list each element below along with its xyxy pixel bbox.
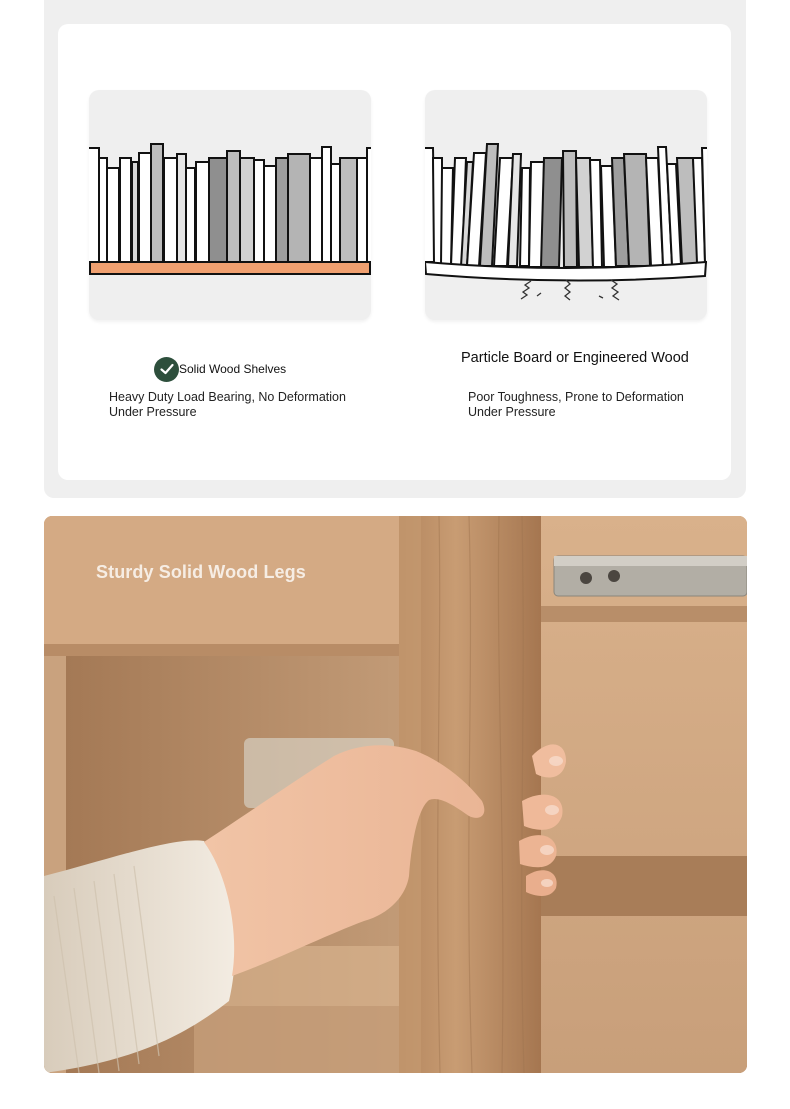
solid-wood-description: Heavy Duty Load Bearing, No Deformation Under Pressure [109, 390, 346, 419]
particle-board-title: Particle Board or Engineered Wood [461, 350, 689, 366]
solid-wood-title: Solid Wood Shelves [179, 362, 287, 376]
legs-section-title: Sturdy Solid Wood Legs [96, 562, 306, 582]
comparison-panel [44, 0, 746, 498]
particle-board-shelf-illustration [425, 90, 707, 320]
particle-board-description: Poor Toughness, Prone to Deformation Under Pressure [468, 390, 684, 419]
check-circle-icon [154, 357, 179, 382]
solid-wood-shelf-illustration [89, 90, 371, 320]
wood-legs-image [44, 516, 747, 1073]
solid-wood-caption [154, 357, 286, 381]
comparison-card [58, 24, 731, 480]
wood-legs-photo [44, 516, 747, 1073]
